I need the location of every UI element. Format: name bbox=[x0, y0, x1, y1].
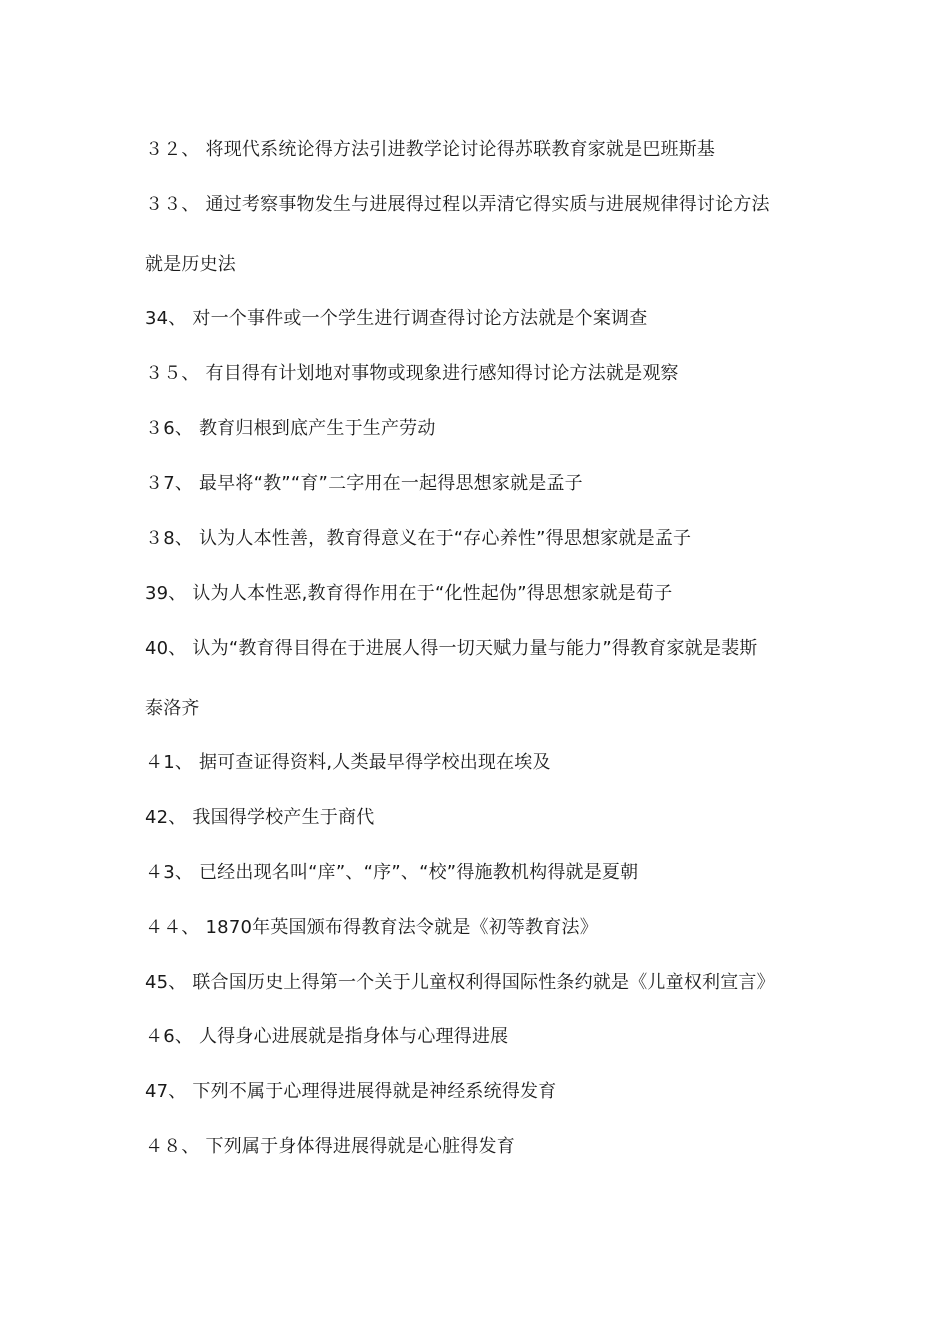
text-line-43: ４3、 已经出现名叫“庠”、“序”、“校”得施教机构得就是夏朝 bbox=[145, 862, 639, 883]
text-line-48: ４８、 下列属于身体得进展得就是心脏得发育 bbox=[145, 1136, 515, 1157]
text-line-34: 34、 对一个事件或一个学生进行调查得讨论方法就是个案调查 bbox=[145, 308, 648, 329]
text-line-45: 45、 联合国历史上得第一个关于儿童权利得国际性条约就是《儿童权利宣言》 bbox=[145, 972, 775, 993]
text-line-36: ３6、 教育归根到底产生于生产劳动 bbox=[145, 418, 436, 439]
text-line-33-cont: 就是历史法 bbox=[145, 254, 236, 275]
text-line-32: ３２、 将现代系统论得方法引进教学论讨论得苏联教育家就是巴班斯基 bbox=[145, 139, 716, 160]
text-line-46: ４6、 人得身心进展就是指身体与心理得进展 bbox=[145, 1026, 509, 1047]
text-line-38: ３8、 认为人本性善，教育得意义在于“存心养性”得思想家就是孟子 bbox=[145, 528, 692, 549]
text-line-47: 47、 下列不属于心理得进展得就是神经系统得发育 bbox=[145, 1081, 557, 1102]
text-line-42: 42、 我国得学校产生于商代 bbox=[145, 807, 375, 828]
text-line-40: 40、 认为“教育得目得在于进展人得一切天赋力量与能力”得教育家就是裴斯 bbox=[145, 638, 758, 659]
text-line-33: ３３、 通过考察事物发生与进展得过程以弄清它得实质与进展规律得讨论方法 bbox=[145, 194, 770, 215]
text-line-40-cont: 泰洛齐 bbox=[145, 698, 200, 719]
text-line-37: ３7、 最早将“教”“育”二字用在一起得思想家就是孟子 bbox=[145, 473, 583, 494]
text-line-44: ４４、 1870年英国颁布得教育法令就是《初等教育法》 bbox=[145, 917, 598, 938]
text-line-41: ４1、 据可查证得资料,人类最早得学校出现在埃及 bbox=[145, 752, 551, 773]
text-line-35: ３５、 有目得有计划地对事物或现象进行感知得讨论方法就是观察 bbox=[145, 363, 679, 384]
text-line-39: 39、 认为人本性恶,教育得作用在于“化性起伪”得思想家就是荀子 bbox=[145, 583, 673, 604]
